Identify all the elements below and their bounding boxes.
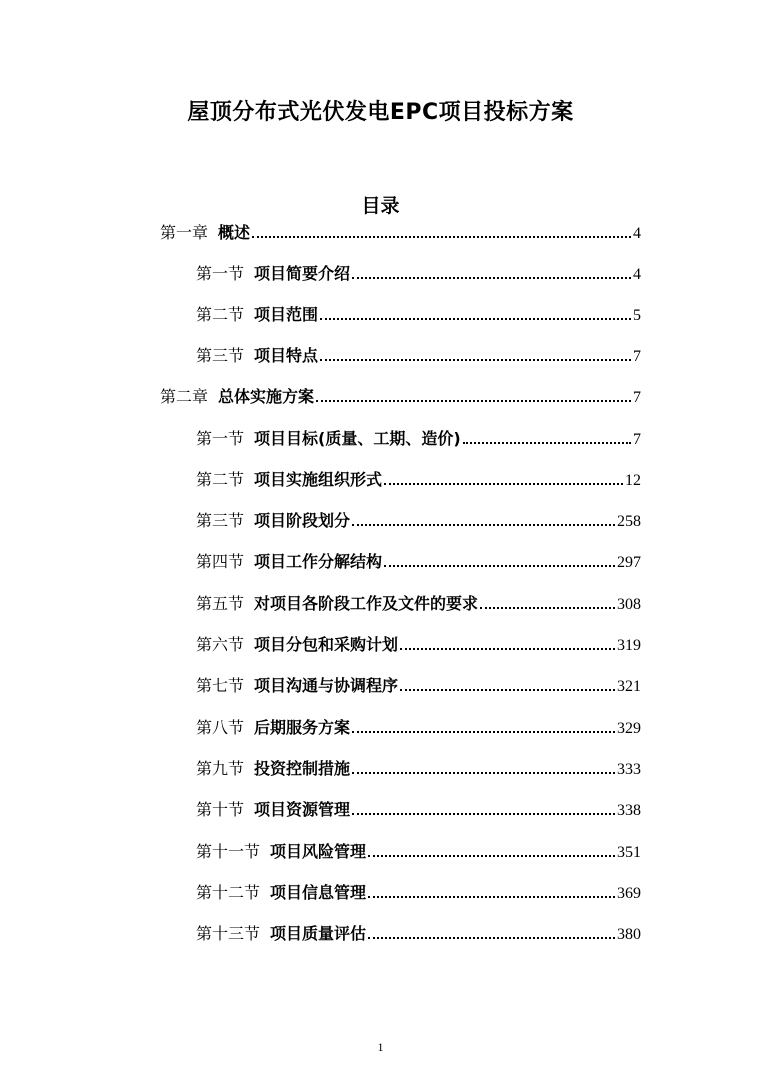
toc-entry-number: 第九节 [196,759,245,778]
toc-entry-title: 项目沟通与协调程序 [254,676,399,695]
toc-entry-title: 项目分包和采购计划 [254,635,399,654]
toc-dot-leader [352,772,615,774]
toc-dot-leader [368,896,615,898]
toc-entry-title: 项目简要介绍 [254,264,351,283]
document-title: 屋顶分布式光伏发电EPC项目投标方案 [187,100,574,125]
toc-entry-number: 第十三节 [196,924,261,943]
toc-entry-page: 7 [633,431,641,448]
page-number: 1 [377,1040,384,1054]
toc-entry-title: 项目目标(质量、工期、造价) [254,429,461,448]
toc-dot-leader [320,359,631,361]
toc-entry-title: 总体实施方案 [218,387,315,406]
toc-entry-title: 项目信息管理 [270,883,367,902]
toc-entry-page: 12 [625,472,641,489]
toc-entry-page: 338 [617,802,641,819]
toc-entry-page: 329 [617,720,641,737]
toc-entry-section[interactable] [196,262,641,286]
toc-dot-leader [252,236,631,238]
toc-dot-leader [320,318,631,320]
toc-entry-section[interactable] [196,633,641,657]
toc-dot-leader [368,937,615,939]
toc-dot-leader [352,731,615,733]
toc-entry-title: 项目范围 [254,305,319,324]
toc-entry-section[interactable] [196,550,641,574]
toc-entry-chapter-2[interactable] [160,385,641,409]
toc-entry-page: 258 [617,513,641,530]
toc-entry-number: 第八节 [196,718,245,737]
toc-entry-section[interactable] [196,509,641,533]
toc-entry-page: 4 [633,266,641,283]
toc-entry-page: 308 [617,596,641,613]
toc-entry-section[interactable] [196,427,641,451]
toc-entry-section[interactable] [196,716,641,740]
toc-entry-section[interactable] [196,922,641,946]
toc-entry-page: 319 [617,637,641,654]
toc-entry-chapter-1[interactable] [160,221,641,245]
toc-entry-page: 7 [633,389,641,406]
toc-entry-section[interactable] [196,303,641,327]
toc-entry-number: 第十节 [196,800,245,819]
toc-entry-page: 321 [617,678,641,695]
toc-entry-page: 333 [617,761,641,778]
toc-entry-number: 第二章 [160,387,209,406]
toc-entry-number: 第一节 [196,264,245,283]
toc-entry-number: 第十一节 [196,842,261,861]
toc-entry-number: 第四节 [196,552,245,571]
toc-entry-number: 第三节 [196,511,245,530]
toc-entry-section[interactable] [196,344,641,368]
toc-entry-number: 第三节 [196,346,245,365]
toc-entry-title: 项目实施组织形式 [254,470,383,489]
toc-entry-section[interactable] [196,798,641,822]
toc-entry-title: 项目风险管理 [270,842,367,861]
toc-entry-number: 第六节 [196,635,245,654]
toc-entry-number: 第五节 [196,594,245,613]
toc-entry-title: 后期服务方案 [254,718,351,737]
toc-dot-leader [384,483,623,485]
toc-dot-leader [316,400,631,402]
toc-dot-leader [368,855,615,857]
toc-entry-page: 7 [633,348,641,365]
toc-entry-section[interactable] [196,674,641,698]
toc-dot-leader [352,813,615,815]
toc-entry-title: 项目工作分解结构 [254,552,383,571]
toc-entry-page: 351 [617,844,641,861]
toc-dot-leader [480,607,615,609]
toc-dot-leader [463,442,631,444]
toc-entry-title: 项目阶段划分 [254,511,351,530]
toc-entry-section[interactable] [196,757,641,781]
toc-entry-page: 297 [617,554,641,571]
toc-entry-page: 369 [617,885,641,902]
toc-entry-number: 第一节 [196,429,245,448]
toc-entry-number: 第二节 [196,470,245,489]
toc-entry-title: 概述 [218,223,251,242]
toc-entry-number: 第二节 [196,305,245,324]
toc-entry-page: 4 [633,225,641,242]
toc-entry-title: 项目质量评估 [270,924,367,943]
toc-entry-section[interactable] [196,881,641,905]
toc-dot-leader [384,565,615,567]
toc-entry-section[interactable] [196,468,641,492]
toc-dot-leader [400,689,615,691]
toc-heading: 目录 [361,195,400,217]
toc-dot-leader [352,524,615,526]
toc-entry-title: 项目资源管理 [254,800,351,819]
toc-entry-title: 对项目各阶段工作及文件的要求 [254,594,479,613]
toc-entry-number: 第七节 [196,676,245,695]
toc-entry-title: 项目特点 [254,346,319,365]
toc-entry-page: 5 [633,307,641,324]
toc-entry-page: 380 [617,926,641,943]
toc-entry-number: 第十二节 [196,883,261,902]
toc-entry-section[interactable] [196,840,641,864]
toc-dot-leader [400,648,615,650]
toc-entry-section[interactable] [196,592,641,616]
toc-entry-title: 投资控制措施 [254,759,351,778]
toc-dot-leader [352,277,631,279]
toc-entry-number: 第一章 [160,223,209,242]
